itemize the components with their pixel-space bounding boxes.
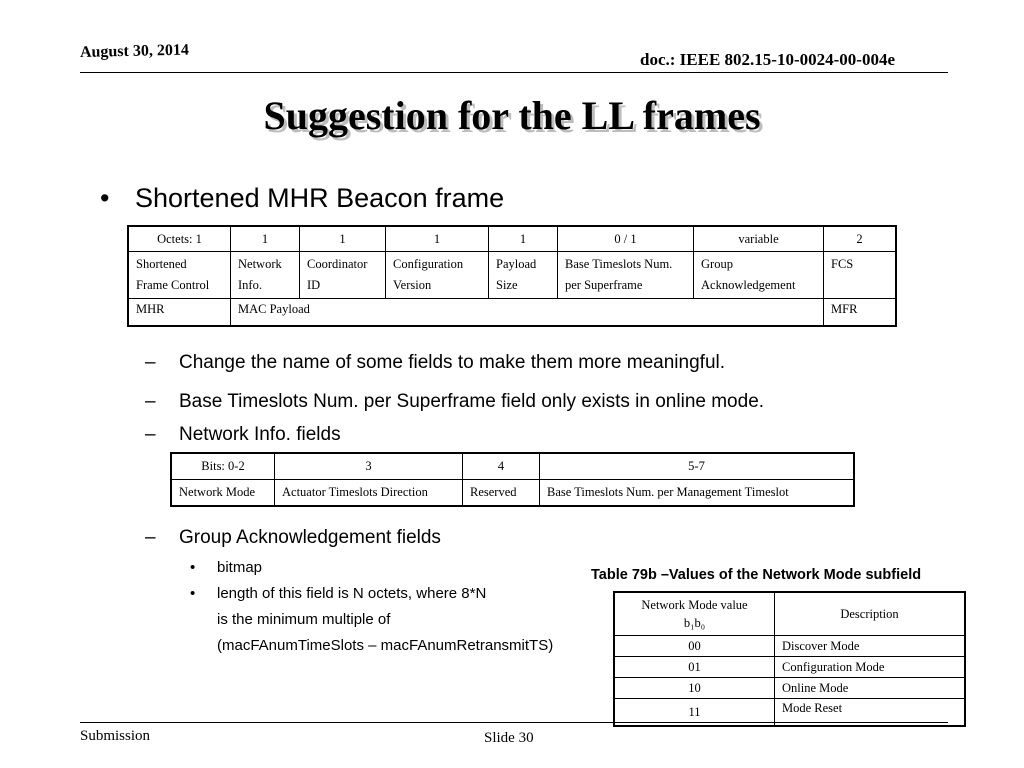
dash-marker: – [145, 424, 156, 445]
dash-marker: – [145, 352, 156, 373]
table-cell: 5-7 [540, 453, 855, 480]
table-header-row [614, 592, 965, 636]
sub-bullet-text: Network Info. fields [179, 424, 341, 445]
table-cell: 3 [275, 453, 463, 480]
table-cell [824, 252, 897, 299]
header-date: August 30, 2014 [79, 41, 190, 61]
bullet-text: bitmap [217, 559, 263, 576]
network-mode-table [613, 591, 966, 727]
table-cell: MHR [128, 299, 231, 327]
sub-bullet [145, 424, 341, 446]
table-cell [558, 252, 694, 299]
mhr-beacon-frame-table [127, 225, 897, 327]
table-cell: 1 [300, 226, 386, 252]
bullet-dot: • [100, 183, 110, 213]
cell-line: Network [238, 257, 282, 271]
sub-bullet-text: Group Acknowledgement fields [179, 527, 441, 548]
table-cell: Network Mode [171, 480, 275, 507]
table-cell: 2 [824, 226, 897, 252]
header-cell [614, 592, 775, 636]
table-cell: Base Timeslots Num. per Management Timeslot [540, 480, 855, 507]
table-row [171, 453, 854, 480]
bullet-continuation: (macFAnumTimeSlots – macFAnumRetransmitTS) [217, 637, 554, 654]
cell-line: b₁b₀ [683, 616, 706, 630]
footer-slide-number: Slide 30 [484, 730, 534, 746]
cell-line: Payload [496, 257, 537, 271]
sub-bullet [145, 391, 764, 413]
cell-line: Size [496, 278, 518, 292]
table-cell: 1 [231, 226, 300, 252]
table-cell [300, 252, 386, 299]
table-cell [386, 252, 489, 299]
table-cell: 01 [614, 657, 775, 678]
table-row [614, 657, 965, 678]
main-bullet [100, 183, 504, 214]
cell-line: Shortened [136, 257, 187, 271]
bullet-text: length of this field is N octets, where 8*N [217, 585, 487, 602]
cell-line: Group [701, 257, 733, 271]
bullet-continuation: is the minimum multiple of [217, 611, 391, 628]
slide-title: Suggestion for the LL frames [263, 93, 761, 138]
dash-marker: – [145, 391, 156, 412]
table-row [128, 299, 896, 327]
cell-line: Coordinator [307, 257, 368, 271]
cell-line: Configuration [393, 257, 464, 271]
header-rule [80, 72, 948, 73]
table-cell: 1 [386, 226, 489, 252]
table-cell: MFR [824, 299, 897, 327]
bullet-item [190, 559, 262, 576]
table-row [614, 678, 965, 699]
footer-submission: Submission [80, 728, 151, 744]
table-cell: Configuration Mode [775, 657, 966, 678]
cell-line: per Superframe [565, 278, 643, 292]
cell-line: Base Timeslots Num. [565, 257, 673, 271]
cell-line: Network Mode value [641, 598, 748, 612]
bullet-dot: • [190, 559, 196, 576]
header-doc-id: doc.: IEEE 802.15-10-0024-00-004e [640, 50, 895, 69]
cell-line: Version [393, 278, 432, 292]
sub-bullet-text: Base Timeslots Num. per Superframe field only exists in online mode. [179, 391, 765, 412]
table-cell: Discover Mode [775, 636, 966, 657]
table-cell: MAC Payload [231, 299, 824, 327]
table-cell: Bits: 0-2 [171, 453, 275, 480]
table-cell: variable [694, 226, 824, 252]
table-cell [128, 252, 231, 299]
table-cell [489, 252, 558, 299]
table-cell [231, 252, 300, 299]
bullet-dot: • [190, 585, 196, 602]
network-info-table [170, 452, 855, 507]
table-cell [694, 252, 824, 299]
table-cell: Octets: 1 [128, 226, 231, 252]
table-caption: Table 79b –Values of the Network Mode subfield [591, 567, 922, 583]
table-cell: 1 [489, 226, 558, 252]
cell-line: Acknowledgement [701, 278, 796, 292]
table-row [614, 636, 965, 657]
sub-bullet [145, 527, 441, 549]
table-cell: Mode Reset [775, 699, 966, 727]
cell-line: Info. [238, 278, 262, 292]
bullet-item [190, 585, 486, 602]
table-row [171, 480, 854, 507]
header-cell: Description [775, 592, 966, 636]
main-bullet-text: Shortened MHR Beacon frame [135, 183, 505, 213]
cell-line: Frame Control [136, 278, 210, 292]
sub-bullet [145, 352, 725, 374]
table-row [128, 226, 896, 252]
sub-bullet-text: Change the name of some fields to make them more meaningful. [179, 352, 726, 373]
dash-marker: – [145, 527, 156, 548]
cell-line: ID [307, 278, 321, 292]
footer-rule [80, 722, 948, 723]
table-cell: Online Mode [775, 678, 966, 699]
cell-line: FCS [831, 257, 854, 271]
table-row [128, 252, 896, 299]
table-cell: Reserved [463, 480, 540, 507]
table-cell: 10 [614, 678, 775, 699]
table-cell: Actuator Timeslots Direction [275, 480, 463, 507]
table-cell: 0 / 1 [558, 226, 694, 252]
table-cell: 00 [614, 636, 775, 657]
table-cell: 4 [463, 453, 540, 480]
table-cell: 11 [614, 699, 775, 727]
